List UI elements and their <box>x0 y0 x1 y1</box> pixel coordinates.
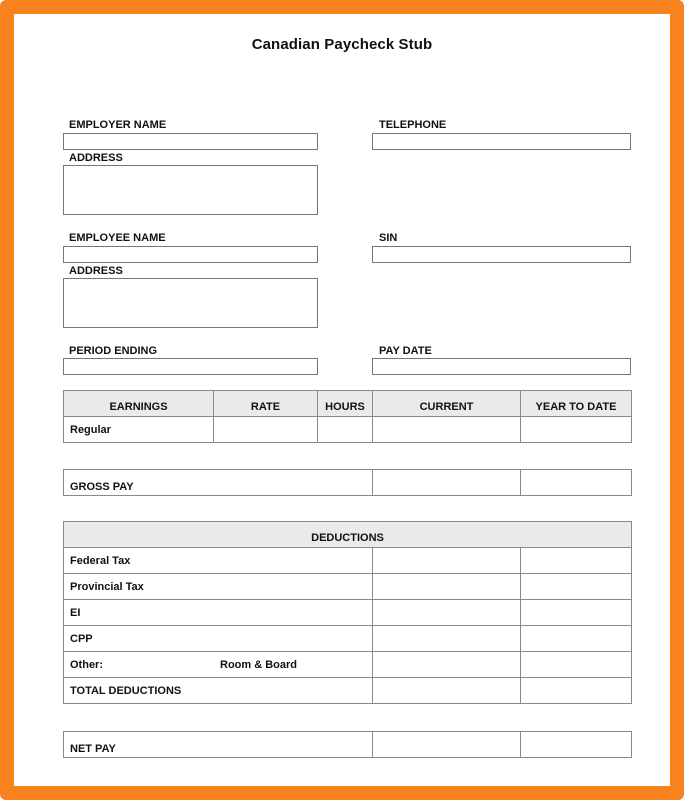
gross-pay-ytd-cell[interactable] <box>521 470 632 496</box>
page-title: Canadian Paycheck Stub <box>251 36 433 53</box>
table-row <box>64 417 632 443</box>
employer-address-label: ADDRESS <box>69 152 123 164</box>
regular-hours-cell[interactable] <box>318 417 373 443</box>
deductions-header-row <box>64 522 632 548</box>
provincial-tax-ytd-cell[interactable] <box>521 574 632 600</box>
federal-tax-ytd-cell[interactable] <box>521 548 632 574</box>
deductions-table <box>63 521 632 704</box>
cpp-ytd-cell[interactable] <box>521 626 632 652</box>
sin-field[interactable] <box>372 246 631 263</box>
earnings-col-header: EARNINGS <box>64 391 214 417</box>
provincial-tax-current-cell[interactable] <box>373 574 521 600</box>
gross-pay-current-cell[interactable] <box>373 470 521 496</box>
ei-label: EI <box>64 600 373 626</box>
ei-ytd-cell[interactable] <box>521 600 632 626</box>
regular-rate-cell[interactable] <box>214 417 318 443</box>
table-row <box>64 600 632 626</box>
room-and-board-note: Room & Board <box>220 658 297 671</box>
other-deduction-cell <box>64 652 373 678</box>
employer-address-field[interactable] <box>63 165 318 215</box>
regular-label: Regular <box>64 417 214 443</box>
regular-ytd-cell[interactable] <box>521 417 632 443</box>
telephone-label: TELEPHONE <box>379 119 447 131</box>
earnings-table <box>63 390 632 443</box>
provincial-tax-label: Provincial Tax <box>64 574 373 600</box>
gross-pay-table <box>63 469 632 496</box>
net-pay-table <box>63 731 632 758</box>
table-row <box>64 732 632 758</box>
total-deductions-ytd-cell[interactable] <box>521 678 632 704</box>
period-ending-field[interactable] <box>63 358 318 375</box>
net-pay-current-cell[interactable] <box>373 732 521 758</box>
cpp-label: CPP <box>64 626 373 652</box>
regular-current-cell[interactable] <box>373 417 521 443</box>
net-pay-ytd-cell[interactable] <box>521 732 632 758</box>
other-label: Other: <box>70 658 103 671</box>
deductions-header: DEDUCTIONS <box>64 522 632 548</box>
hours-col-header: HOURS <box>318 391 373 417</box>
federal-tax-label: Federal Tax <box>64 548 373 574</box>
employer-name-label: EMPLOYER NAME <box>69 119 167 131</box>
table-row <box>64 574 632 600</box>
employer-name-field[interactable] <box>63 133 318 150</box>
employee-name-label: EMPLOYEE NAME <box>69 232 166 244</box>
table-row <box>64 652 632 678</box>
employee-address-field[interactable] <box>63 278 318 328</box>
cpp-current-cell[interactable] <box>373 626 521 652</box>
table-row <box>64 548 632 574</box>
total-deductions-label: TOTAL DEDUCTIONS <box>64 678 373 704</box>
pay-date-label: PAY DATE <box>379 345 432 357</box>
earnings-header-row <box>64 391 632 417</box>
ei-current-cell[interactable] <box>373 600 521 626</box>
sin-label: SIN <box>379 232 398 244</box>
employee-name-field[interactable] <box>63 246 318 263</box>
employee-address-label: ADDRESS <box>69 265 123 277</box>
other-ytd-cell[interactable] <box>521 652 632 678</box>
period-ending-label: PERIOD ENDING <box>69 345 158 357</box>
current-col-header: CURRENT <box>373 391 521 417</box>
gross-pay-label: GROSS PAY <box>64 470 373 496</box>
table-row <box>64 470 632 496</box>
net-pay-label: NET PAY <box>64 732 373 758</box>
federal-tax-current-cell[interactable] <box>373 548 521 574</box>
table-row <box>64 626 632 652</box>
ytd-col-header: YEAR TO DATE <box>521 391 632 417</box>
other-current-cell[interactable] <box>373 652 521 678</box>
rate-col-header: RATE <box>214 391 318 417</box>
total-deductions-current-cell[interactable] <box>373 678 521 704</box>
paystub-page <box>14 14 670 786</box>
table-row <box>64 678 632 704</box>
pay-date-field[interactable] <box>372 358 631 375</box>
telephone-field[interactable] <box>372 133 631 150</box>
